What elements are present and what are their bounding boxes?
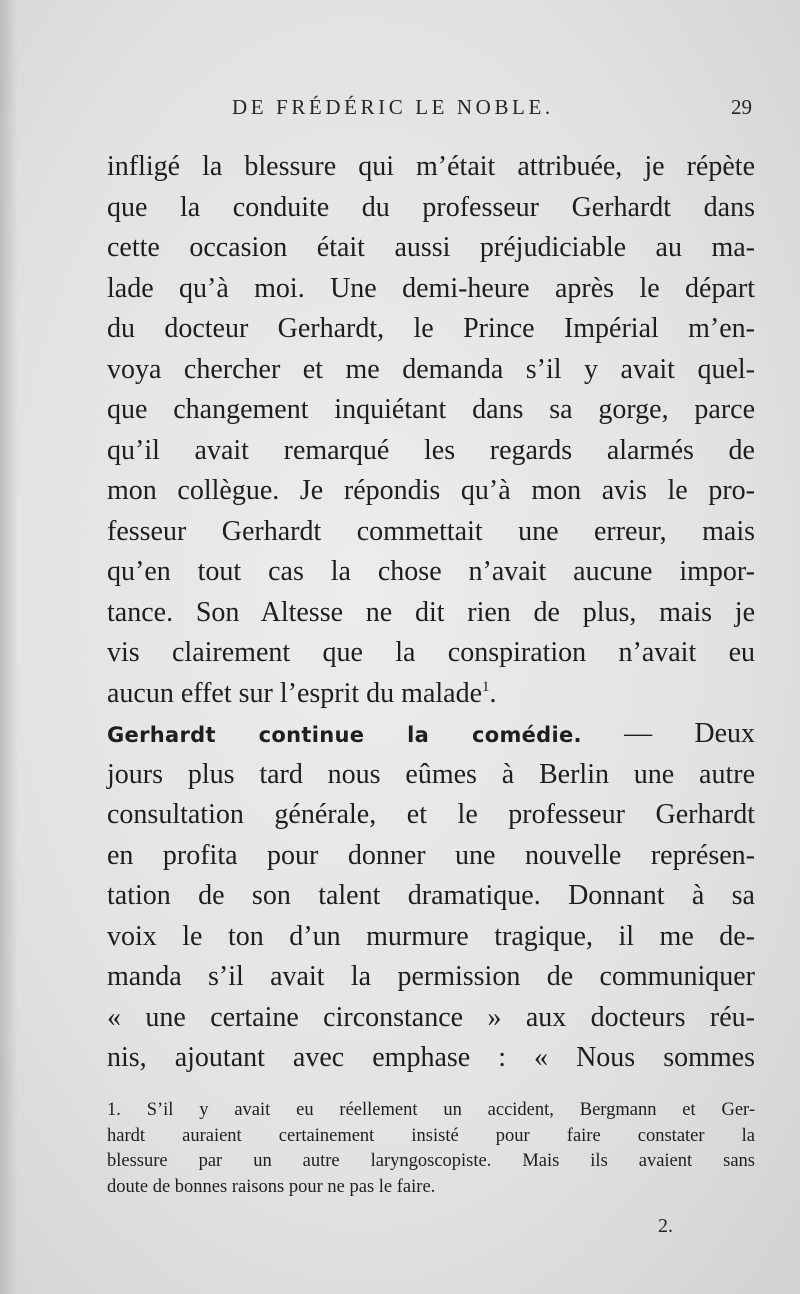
text-line: lade qu’à moi. Une demi-heure après le départ xyxy=(107,272,755,304)
footnote-line: hardt auraient certainement insisté pour faire constater la xyxy=(107,1125,755,1146)
footnotes xyxy=(107,1098,755,1200)
body-text xyxy=(107,147,755,1079)
text-fragment: — Deux xyxy=(624,718,756,749)
text-line: vis clairement que la conspiration n’avait eu xyxy=(107,637,755,668)
text-line: du docteur Gerhardt, le Prince Impérial m’en- xyxy=(107,313,755,344)
footnote-line: blessure par un autre laryngoscopiste. Mais ils avaient sans xyxy=(107,1151,755,1171)
footnote-reference: 1 xyxy=(482,678,490,695)
text-line: qu’il avait remarqué les regards alarmés de xyxy=(107,434,755,466)
text-fragment: aucun effet sur l’esprit du malade xyxy=(107,677,483,709)
text-line: nis, ajoutant avec emphase : « Nous sommes xyxy=(107,1042,755,1073)
text-line: cette occasion était aussi préjudiciable au ma- xyxy=(107,232,755,263)
section-heading: Gerhardt continue la comédie. xyxy=(107,723,582,747)
text-line: tation de son talent dramatique. Donnant à sa xyxy=(107,880,755,911)
text-line: qu’en tout cas la chose n’avait aucune impor- xyxy=(107,556,755,587)
text-line: manda s’il avait la permission de communiquer xyxy=(107,961,755,992)
text-line: en profita pour donner une nouvelle représen- xyxy=(107,839,755,871)
section-heading-line xyxy=(107,714,755,755)
text-line: tance. Son Altesse ne dit rien de plus, mais je xyxy=(107,596,755,628)
running-title: DE FRÉDÉRIC LE NOBLE. xyxy=(232,95,554,119)
text-fragment: . xyxy=(489,677,497,709)
text-line: consultation générale, et le professeur Gerhardt xyxy=(107,799,755,830)
text-line: voya chercher et me demanda s’il y avait quel- xyxy=(107,353,755,385)
signature-mark: 2. xyxy=(658,1215,673,1237)
text-line: jours plus tard nous eûmes à Berlin une autre xyxy=(107,758,755,790)
running-head xyxy=(232,95,764,125)
text-line: « une certaine circonstance » aux docteurs réu- xyxy=(107,1001,755,1033)
footnote-line: 1. S’il y avait eu réellement un accident, Bergmann et Ger- xyxy=(107,1100,755,1120)
text-line: mon collègue. Je répondis qu’à mon avis le pro- xyxy=(107,475,755,506)
text-line: infligé la blessure qui m’était attribuée, je répète xyxy=(107,151,755,182)
text-line: que changement inquiétant dans sa gorge, parce xyxy=(107,394,755,425)
page-number: 29 xyxy=(731,95,752,119)
text-line: voix le ton d’un murmure tragique, il me de- xyxy=(107,920,755,952)
footnote-line: doute de bonnes raisons pour ne pas le faire. xyxy=(107,1176,436,1197)
text-line: fesseur Gerhardt commettait une erreur, mais xyxy=(107,515,755,547)
paragraph-end-line xyxy=(107,674,755,715)
text-line: que la conduite du professeur Gerhardt dans xyxy=(107,191,755,223)
